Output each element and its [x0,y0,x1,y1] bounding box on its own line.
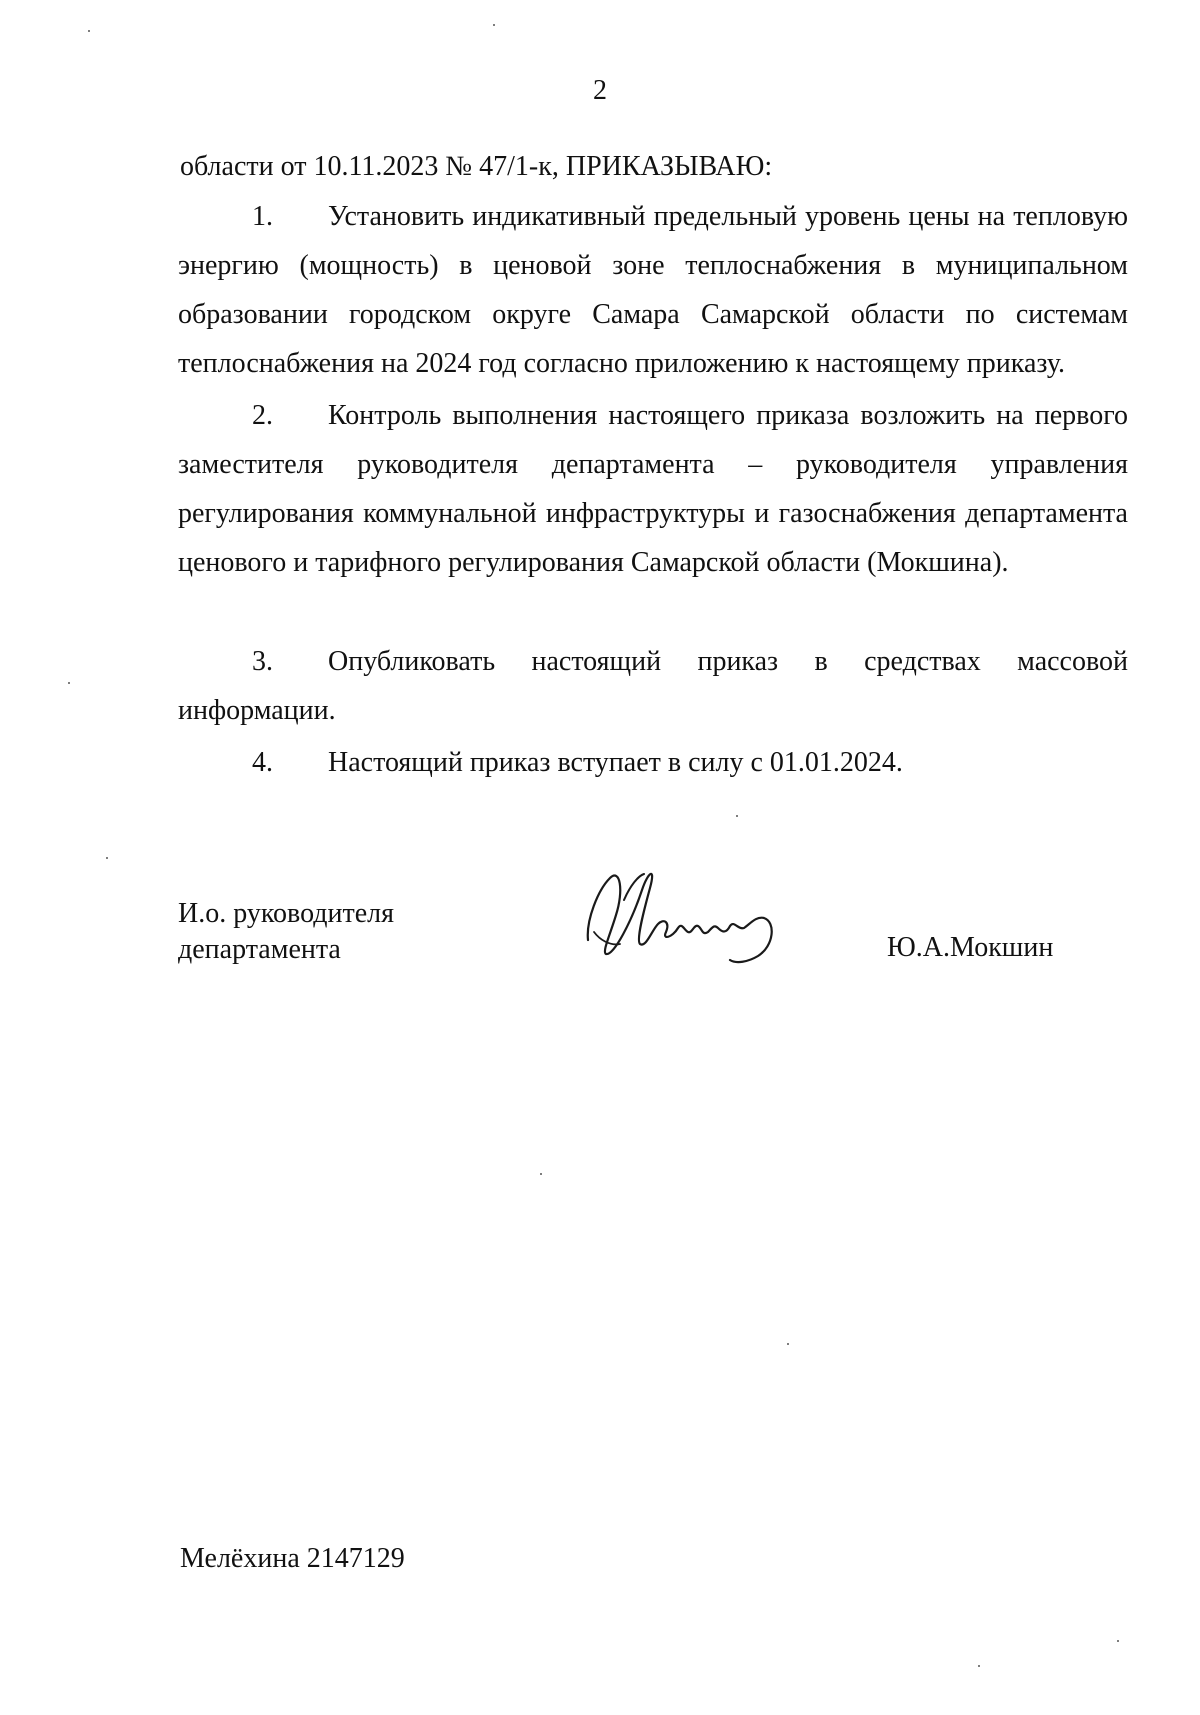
signatory-name: Ю.А.Мокшин [887,932,1054,963]
scan-speck [787,1343,789,1345]
scan-speck [106,857,108,859]
scan-speck [540,1173,542,1175]
scan-speck [493,24,495,26]
signatory-position-line1: И.о. руководителя [178,898,395,929]
footer-contact: Мелёхина 2147129 [180,1543,405,1574]
signatory-position [178,896,394,968]
order-item-1 [178,192,1128,388]
order-item-number: 1. [252,201,273,232]
order-item-3 [178,637,1128,735]
scan-speck [88,30,90,32]
handwritten-signature [580,860,800,970]
signatory-position-line2: департамента [178,934,341,965]
scan-speck [68,682,70,684]
scan-speck [978,1665,980,1667]
order-item-number: 4. [252,747,273,778]
order-item-text: Установить индикативный предельный уровень цены на тепловую энергию (мощность) в ценовой зоне теплоснабжения в муниципальном образовании городском округе Самара Самарской области по системам теплоснабжения на 2024 год согласно приложению к настоящему приказу. [178,201,1128,379]
order-item-text: Настоящий приказ вступает в силу с 01.01.2024. [328,747,903,778]
lead-line: области от 10.11.2023 № 47/1-к, ПРИКАЗЫВАЮ: [180,151,773,182]
page-number: 2 [593,75,607,106]
order-item-text: Опубликовать настоящий приказ в средствах массовой информации. [178,646,1128,726]
order-item-2 [178,391,1128,587]
order-item-text: Контроль выполнения настоящего приказа возложить на первого заместителя руководителя департамента – руководителя управления регулирования коммунальной инфраструктуры и газоснабжения департамента ценового и тарифного регулирования Самарской области (Мокшина). [178,400,1128,578]
order-item-number: 3. [252,646,273,677]
scan-speck [736,815,738,817]
order-item-4 [178,738,1128,787]
order-item-number: 2. [252,400,273,431]
scan-speck [1117,1640,1119,1642]
